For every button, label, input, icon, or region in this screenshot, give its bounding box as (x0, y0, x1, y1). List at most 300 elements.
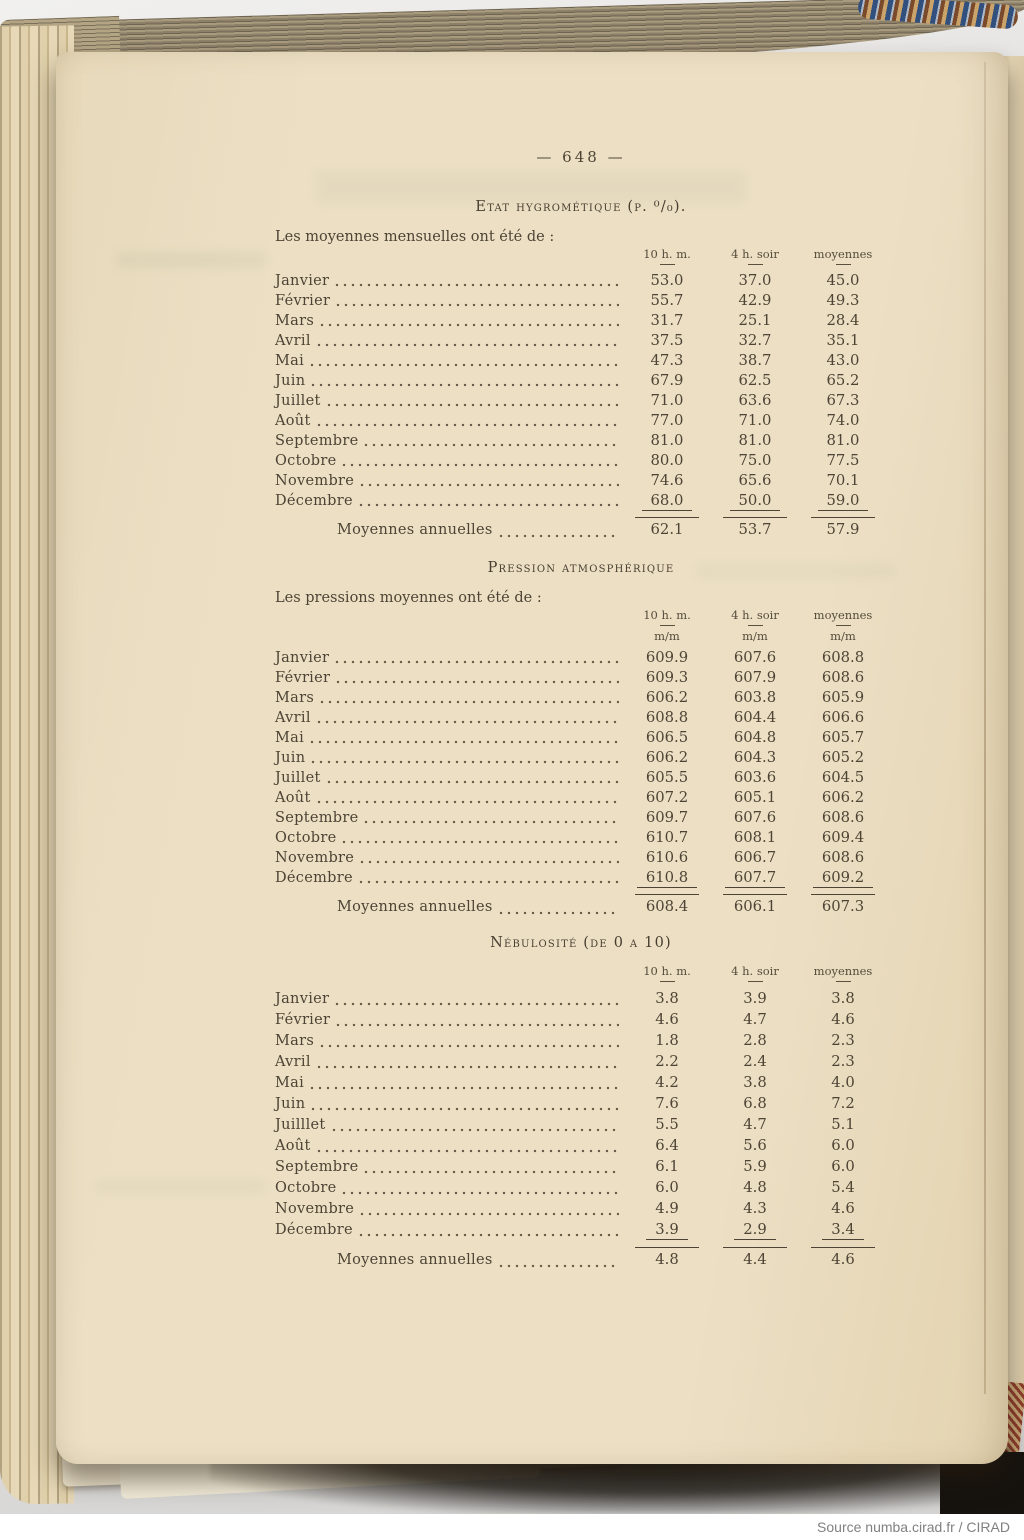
table-row (275, 412, 887, 432)
value-text: 4.6 (831, 1011, 855, 1028)
rule-spacer (275, 1247, 623, 1248)
value-text: 65.6 (738, 472, 772, 489)
table-row (275, 452, 887, 472)
dotted-leader (336, 1023, 619, 1028)
value-text: 3.9 (646, 1221, 688, 1240)
value-text: 43.0 (826, 352, 860, 369)
month-label: Août (275, 790, 311, 806)
totals-row (275, 1251, 887, 1273)
month-label: Décembre (275, 870, 353, 886)
value-text: 75.0 (738, 452, 772, 469)
source-credit-bar (0, 1514, 1024, 1540)
table-row (275, 689, 887, 709)
value-text: 609.4 (821, 829, 865, 846)
header-spacer (275, 964, 623, 982)
value-cell (623, 869, 711, 886)
value-text: 71.0 (738, 412, 772, 429)
value-cell (711, 1179, 799, 1196)
value-text: 610.8 (637, 869, 697, 888)
month-label: Mars (275, 690, 315, 706)
value-text: 607.3 (821, 898, 865, 915)
dotted-leader (336, 680, 619, 685)
dotted-leader (499, 534, 619, 539)
value-cell (711, 789, 799, 806)
value-cell (623, 689, 711, 706)
value-cell (711, 1116, 799, 1133)
value-text: 81.0 (650, 432, 684, 449)
dotted-leader (335, 283, 619, 288)
dotted-leader (360, 483, 619, 488)
value-cell (623, 432, 711, 449)
value-cell (799, 1053, 887, 1070)
value-text: 6.0 (831, 1137, 855, 1154)
value-text: 4.9 (655, 1200, 679, 1217)
value-text: 608.1 (733, 829, 777, 846)
value-cell (711, 472, 799, 489)
value-text: 609.7 (645, 809, 689, 826)
value-cell (711, 649, 799, 666)
value-text: 77.0 (650, 412, 684, 429)
value-cell (711, 292, 799, 309)
value-cell (799, 689, 887, 706)
value-cell (623, 829, 711, 846)
value-cell (623, 1158, 711, 1175)
value-cell (711, 352, 799, 369)
column-header-label: 10 h. m. (643, 608, 691, 622)
value-cell (799, 1158, 887, 1175)
value-cell (711, 1053, 799, 1070)
value-text: 2.2 (655, 1053, 679, 1070)
value-text: 606.6 (821, 709, 865, 726)
dotted-leader (311, 760, 619, 765)
value-cell (711, 669, 799, 686)
value-cell (623, 332, 711, 349)
dotted-leader (335, 660, 619, 665)
value-text: 608.6 (821, 809, 865, 826)
value-text: 31.7 (650, 312, 684, 329)
value-cell (623, 1053, 711, 1070)
value-text: 604.5 (821, 769, 865, 786)
value-text: 4.0 (831, 1074, 855, 1091)
value-text: 1.8 (655, 1032, 679, 1049)
value-text: 35.1 (826, 332, 860, 349)
value-text: 3.4 (822, 1221, 864, 1240)
bleed-through-artifact (96, 1180, 266, 1193)
value-cell (711, 709, 799, 726)
table-row (275, 492, 887, 512)
value-cell (623, 669, 711, 686)
value-cell (623, 352, 711, 369)
page-crease (984, 62, 986, 1394)
value-cell (711, 332, 799, 349)
value-cell (799, 829, 887, 846)
month-label: Juin (275, 1096, 306, 1112)
column-header (799, 608, 887, 643)
value-text: 608.4 (645, 898, 689, 915)
value-text: 4.7 (743, 1116, 767, 1133)
totals-rule (275, 1247, 887, 1248)
table-row (275, 990, 887, 1011)
value-cell (711, 1032, 799, 1049)
month-label: Novembre (275, 473, 355, 489)
value-cell (799, 412, 887, 429)
value-cell (799, 869, 887, 886)
value-cell (799, 729, 887, 746)
section-title: Pression atmosphérique (487, 560, 675, 576)
table-row (275, 669, 887, 689)
value-cell (799, 1137, 887, 1154)
dotted-leader (364, 820, 619, 825)
dotted-leader (342, 1191, 619, 1196)
unit-label: m/m (742, 629, 768, 643)
value-cell (623, 1011, 711, 1028)
value-text: 25.1 (738, 312, 772, 329)
value-text: 68.0 (642, 492, 693, 511)
table-row (275, 1053, 887, 1074)
value-text: 38.7 (738, 352, 772, 369)
value-text: 53.0 (650, 272, 684, 289)
header-dash (836, 625, 851, 626)
value-cell (623, 809, 711, 826)
value-cell (711, 990, 799, 1007)
value-text: 45.0 (826, 272, 860, 289)
value-cell (711, 492, 799, 509)
value-text: 605.7 (821, 729, 865, 746)
month-label: Avril (275, 710, 311, 726)
month-label: Octobre (275, 830, 337, 846)
value-text: 607.6 (733, 809, 777, 826)
unit-label: m/m (830, 629, 856, 643)
value-text: 4.8 (743, 1179, 767, 1196)
value-cell (623, 372, 711, 389)
dotted-leader (317, 1149, 619, 1154)
value-text: 4.4 (743, 1251, 767, 1268)
table-row (275, 709, 887, 729)
value-text: 80.0 (650, 452, 684, 469)
value-cell (711, 272, 799, 289)
value-cell (623, 849, 711, 866)
value-cell (623, 729, 711, 746)
section-intro: Les pressions moyennes ont été de : (275, 590, 542, 606)
source-credit-text: Source numba.cirad.fr / CIRAD (817, 1519, 1010, 1535)
table-row (275, 1032, 887, 1053)
value-text: 603.6 (733, 769, 777, 786)
value-cell (623, 769, 711, 786)
month-label: Janvier (275, 273, 330, 289)
value-text: 59.0 (818, 492, 869, 511)
value-cell (711, 769, 799, 786)
table-row (275, 372, 887, 392)
value-text: 6.8 (743, 1095, 767, 1112)
value-text: 4.6 (655, 1011, 679, 1028)
month-label: Août (275, 1138, 311, 1154)
rule-spacer (275, 517, 623, 518)
section-title: Etat hygrométique (p. ⁰/₀). (475, 199, 687, 215)
value-cell (711, 452, 799, 469)
value-cell (799, 1011, 887, 1028)
value-cell (623, 1137, 711, 1154)
table-row (275, 272, 887, 292)
month-label: Novembre (275, 1201, 355, 1217)
value-text: 7.6 (655, 1095, 679, 1112)
total-value (711, 521, 799, 538)
table-rows (275, 272, 887, 512)
dotted-leader (364, 443, 619, 448)
section-intro: Les moyennes mensuelles ont été de : (275, 229, 555, 245)
value-cell (799, 472, 887, 489)
value-cell (799, 312, 887, 329)
dotted-leader (311, 383, 619, 388)
value-text: 604.3 (733, 749, 777, 766)
value-text: 610.7 (645, 829, 689, 846)
column-header (711, 608, 799, 643)
totals-row (275, 898, 887, 920)
value-text: 604.4 (733, 709, 777, 726)
section-nebulosite (275, 935, 887, 1273)
dotted-leader (335, 1002, 619, 1007)
value-cell (623, 452, 711, 469)
value-cell (623, 1032, 711, 1049)
value-cell (623, 649, 711, 666)
value-text: 74.6 (650, 472, 684, 489)
month-label: Février (275, 670, 331, 686)
value-text: 4.3 (743, 1200, 767, 1217)
rule-cell (799, 517, 887, 518)
value-text: 71.0 (650, 392, 684, 409)
value-cell (711, 392, 799, 409)
value-cell (711, 1011, 799, 1028)
dotted-leader (327, 403, 619, 408)
value-cell (711, 412, 799, 429)
value-cell (711, 1158, 799, 1175)
dotted-leader (359, 880, 619, 885)
totals-label: Moyennes annuelles (337, 899, 493, 915)
month-label: Juin (275, 373, 306, 389)
value-text: 4.8 (655, 1251, 679, 1268)
value-text: 6.0 (831, 1158, 855, 1175)
value-text: 3.8 (655, 990, 679, 1007)
column-header (623, 964, 711, 982)
value-cell (711, 432, 799, 449)
value-text: 606.5 (645, 729, 689, 746)
column-header (623, 608, 711, 643)
header-dash (748, 264, 763, 265)
table-row (275, 472, 887, 492)
month-label: Décembre (275, 1222, 353, 1238)
value-cell (799, 849, 887, 866)
header-dash (748, 625, 763, 626)
column-header (711, 247, 799, 265)
value-text: 63.6 (738, 392, 772, 409)
table-row (275, 649, 887, 669)
value-text: 3.8 (743, 1074, 767, 1091)
value-text: 2.3 (831, 1032, 855, 1049)
table-row (275, 789, 887, 809)
dotted-leader (317, 343, 619, 348)
month-label: Août (275, 413, 311, 429)
dotted-leader (499, 1264, 619, 1269)
dotted-leader (364, 1170, 619, 1175)
rule-cell (711, 894, 799, 895)
month-label: Mai (275, 1075, 305, 1091)
value-cell (623, 1095, 711, 1112)
dotted-leader (317, 800, 619, 805)
value-text: 42.9 (738, 292, 772, 309)
table-row (275, 432, 887, 452)
month-label: Janvier (275, 650, 330, 666)
value-cell (799, 292, 887, 309)
value-text: 81.0 (738, 432, 772, 449)
value-cell (711, 1095, 799, 1112)
book-page (56, 52, 1008, 1464)
value-cell (623, 789, 711, 806)
value-text: 53.7 (738, 521, 772, 538)
value-text: 5.4 (831, 1179, 855, 1196)
value-text: 5.6 (743, 1137, 767, 1154)
value-text: 609.2 (813, 869, 873, 888)
value-cell (623, 272, 711, 289)
value-cell (711, 809, 799, 826)
value-text: 606.2 (645, 749, 689, 766)
month-label: Novembre (275, 850, 355, 866)
column-header (711, 964, 799, 982)
column-header (799, 964, 887, 982)
value-text: 607.6 (733, 649, 777, 666)
value-text: 604.8 (733, 729, 777, 746)
value-cell (799, 1200, 887, 1217)
value-cell (799, 272, 887, 289)
unit-label: m/m (654, 629, 680, 643)
column-header-row (275, 247, 887, 265)
value-text: 2.8 (743, 1032, 767, 1049)
table-row (275, 292, 887, 312)
value-text: 607.9 (733, 669, 777, 686)
value-cell (711, 749, 799, 766)
table-row (275, 392, 887, 412)
totals-rule (275, 894, 887, 895)
value-text: 608.8 (821, 649, 865, 666)
month-label: Octobre (275, 453, 337, 469)
value-cell (711, 1137, 799, 1154)
header-dash (836, 981, 851, 982)
table-row (275, 769, 887, 789)
header-dash (660, 264, 675, 265)
dotted-leader (310, 363, 619, 368)
value-text: 603.8 (733, 689, 777, 706)
value-text: 605.2 (821, 749, 865, 766)
column-header-row (275, 608, 887, 643)
value-text: 3.9 (743, 990, 767, 1007)
value-text: 49.3 (826, 292, 860, 309)
dotted-leader (311, 1107, 619, 1112)
table-row (275, 869, 887, 889)
value-cell (711, 1221, 799, 1238)
month-label: Mai (275, 353, 305, 369)
value-text: 605.5 (645, 769, 689, 786)
rule-cell (711, 1247, 799, 1248)
table-row (275, 1158, 887, 1179)
table-row (275, 749, 887, 769)
value-cell (799, 1095, 887, 1112)
value-cell (623, 990, 711, 1007)
value-cell (799, 1221, 887, 1238)
dotted-leader (317, 423, 619, 428)
month-label: Juillet (275, 770, 321, 786)
value-text: 70.1 (826, 472, 860, 489)
value-cell (799, 990, 887, 1007)
dotted-leader (342, 840, 619, 845)
value-text: 609.3 (645, 669, 689, 686)
value-text: 28.4 (826, 312, 860, 329)
value-text: 609.9 (645, 649, 689, 666)
total-value (799, 898, 887, 915)
value-text: 608.6 (821, 669, 865, 686)
value-text: 67.3 (826, 392, 860, 409)
value-text: 5.5 (655, 1116, 679, 1133)
value-text: 5.1 (831, 1116, 855, 1133)
value-text: 607.2 (645, 789, 689, 806)
value-cell (799, 809, 887, 826)
value-cell (711, 1074, 799, 1091)
bleed-through-artifact (116, 252, 266, 268)
value-cell (799, 769, 887, 786)
value-cell (799, 709, 887, 726)
value-text: 65.2 (826, 372, 860, 389)
value-cell (623, 1221, 711, 1238)
rule-spacer (275, 894, 623, 895)
column-header-row (275, 964, 887, 982)
value-cell (711, 849, 799, 866)
table-rows (275, 649, 887, 889)
column-header-label: 4 h. soir (731, 247, 779, 261)
dotted-leader (317, 720, 619, 725)
value-cell (623, 749, 711, 766)
value-text: 605.1 (733, 789, 777, 806)
month-label: Décembre (275, 493, 353, 509)
page-content (275, 148, 887, 1273)
value-text: 47.3 (650, 352, 684, 369)
column-header-label: moyennes (813, 964, 873, 978)
dotted-leader (332, 1128, 619, 1133)
value-cell (711, 372, 799, 389)
value-cell (799, 352, 887, 369)
totals-label: Moyennes annuelles (337, 522, 493, 538)
value-cell (623, 1200, 711, 1217)
value-text: 37.0 (738, 272, 772, 289)
month-label: Juilllet (275, 1117, 326, 1133)
value-text: 606.1 (733, 898, 777, 915)
table-row (275, 729, 887, 749)
value-text: 5.9 (743, 1158, 767, 1175)
value-cell (799, 372, 887, 389)
value-text: 67.9 (650, 372, 684, 389)
table-row (275, 1074, 887, 1095)
month-label: Février (275, 293, 331, 309)
totals-rule (275, 517, 887, 518)
total-value (623, 898, 711, 915)
rule-cell (711, 517, 799, 518)
table-row (275, 352, 887, 372)
dotted-leader (310, 740, 619, 745)
dotted-leader (317, 1065, 619, 1070)
header-spacer (275, 247, 623, 265)
column-header-label: 10 h. m. (643, 964, 691, 978)
header-dash (660, 981, 675, 982)
value-text: 608.6 (821, 849, 865, 866)
column-header-label: 4 h. soir (731, 608, 779, 622)
month-label: Septembre (275, 1159, 359, 1175)
value-text: 7.2 (831, 1095, 855, 1112)
